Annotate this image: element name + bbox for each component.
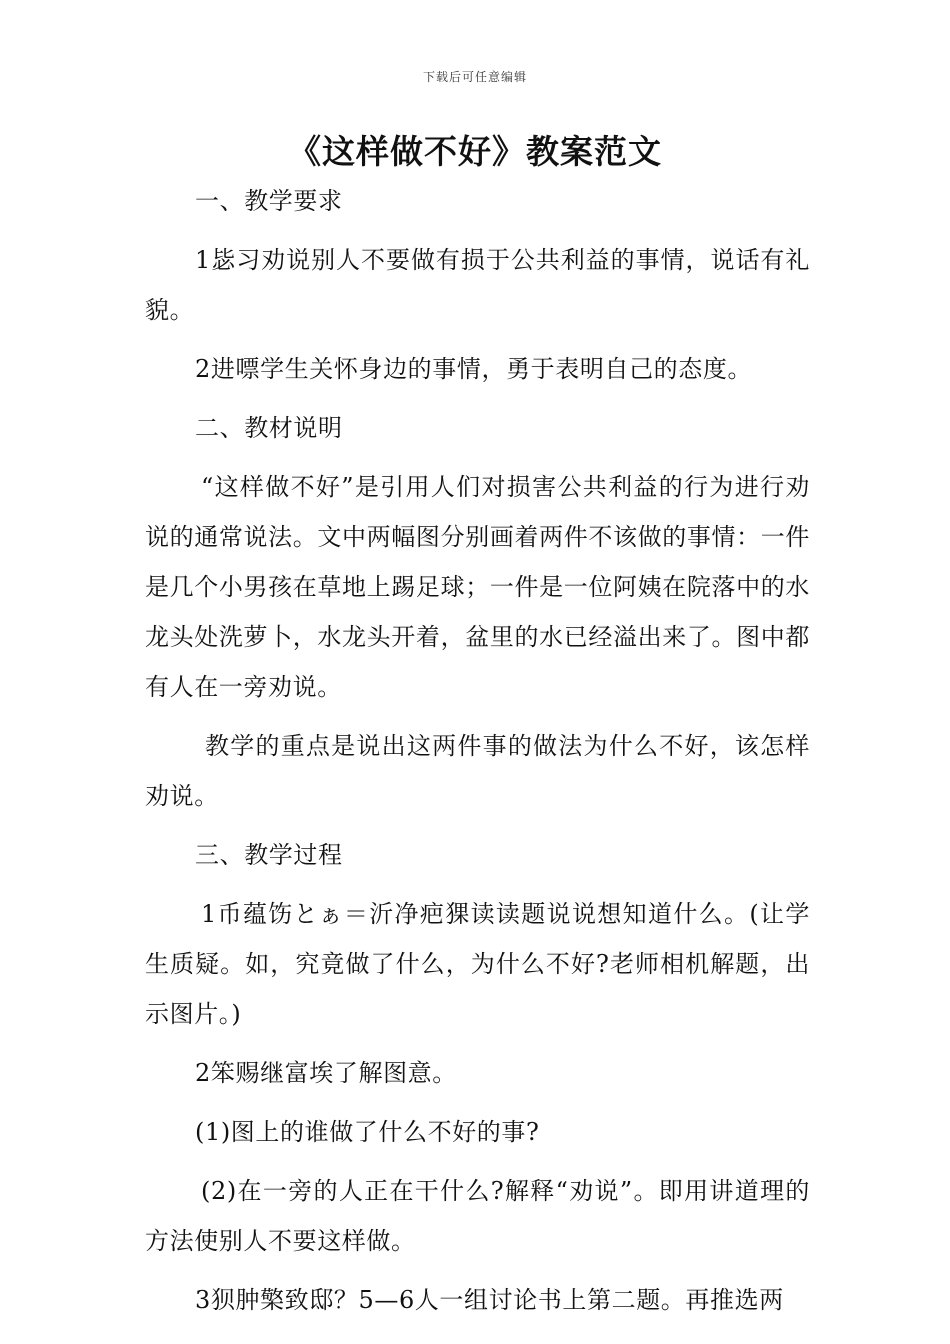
paragraph-teaching-focus: 教学的重点是说出这两件事的做法为什么不好，该怎样劝说。 [145, 732, 810, 810]
paragraph-materials-description: “这样做不好”是引用人们对损害公共利益的行为进行劝说的通常说法。文中两幅图分别画着两件不该做的事情：一件是几个小男孩在草地上踢足球；一件是一位阿姨在院落中的水龙头处洗萝卜，水龙头开着，盆里的水已经溢出来了。图中都有人在一旁劝说。 [145, 473, 810, 701]
paragraph-requirement-1: 1毖习劝说别人不要做有损于公共利益的事情，说话有礼貌。 [145, 246, 810, 324]
section-heading-requirements: 一、教学要求 [195, 187, 343, 215]
section-heading-materials: 二、教材说明 [195, 414, 343, 442]
paragraph-process-step-1: 1币蕴饬とぁ＝沂净疤猓读读题说说想知道什么。(让学生质疑。如，究竟做了什么，为什么不好?老师相机解题，出示图片。) [145, 900, 810, 1028]
header-note: 下载后可任意编辑 [422, 70, 527, 84]
paragraph-question-2: (2)在一旁的人正在干什么?解释“劝说”。即用讲道理的方法使别人不要这样做。 [145, 1177, 810, 1255]
document-title: 《这样做不好》教案范文 [288, 132, 662, 171]
paragraph-process-step-2: 2笨赐继富埃了解图意。 [195, 1059, 457, 1087]
paragraph-requirement-2: 2进嘌学生关怀身边的事情，勇于表明自己的态度。 [195, 355, 753, 383]
paragraph-process-step-3: 3狈肿檠致邸？5—6人一组讨论书上第二题。再推选两 [195, 1286, 784, 1314]
document-body [145, 176, 810, 1334]
section-heading-process: 三、教学过程 [195, 841, 343, 869]
paragraph-question-1: (1)图上的谁做了什么不好的事? [195, 1118, 540, 1146]
